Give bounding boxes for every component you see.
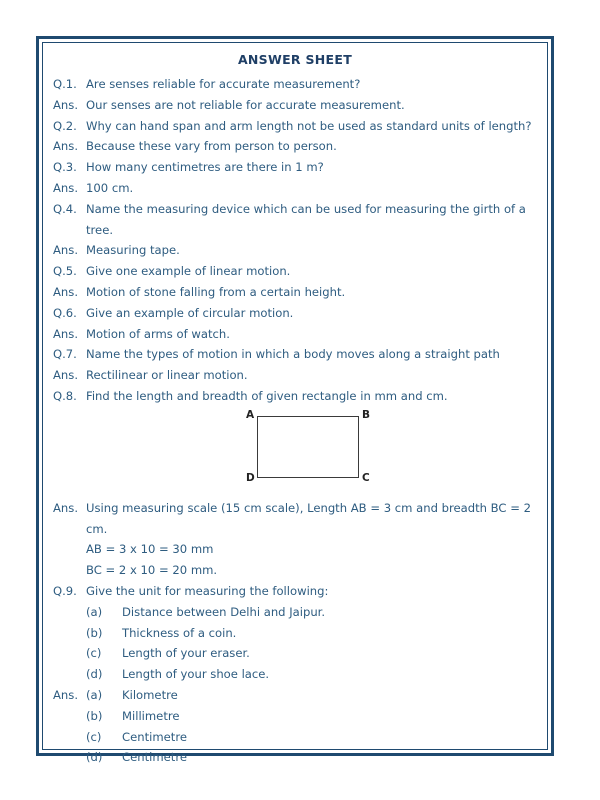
qa-entry-text: BC = 2 x 10 = 20 mm. bbox=[86, 563, 218, 578]
answer-sheet-inner-border bbox=[42, 42, 548, 765]
qa-list-primary bbox=[53, 74, 537, 407]
qa-entry-row bbox=[53, 240, 537, 261]
qa-entry-label: Q.2. bbox=[53, 118, 77, 133]
a9-option-sublabel: (a) bbox=[86, 687, 103, 702]
q9-option-sublabel: (c) bbox=[86, 646, 102, 661]
qa-entry-label: Q.3. bbox=[53, 160, 77, 175]
a9-option-text: Centimetre bbox=[122, 750, 187, 765]
qa-entry-text: Measuring tape. bbox=[86, 243, 180, 258]
q9-option-sublabel: (b) bbox=[86, 625, 103, 640]
qa-entry-text: Because these vary from person to person. bbox=[86, 139, 337, 154]
qa-entry-label: Q.9. bbox=[53, 583, 77, 598]
qa-entry-label: Q.5. bbox=[53, 264, 77, 279]
qa-entry-row bbox=[53, 199, 537, 241]
qa-entry-text: Motion of arms of watch. bbox=[86, 326, 230, 341]
qa-list-after-figure bbox=[53, 498, 537, 602]
qa-entry-row bbox=[53, 324, 537, 345]
q9-option-text: Length of your shoe lace. bbox=[122, 667, 270, 682]
q9-option-text: Length of your eraser. bbox=[122, 646, 250, 661]
q9-option-sublabel: (d) bbox=[86, 667, 103, 682]
qa-entry-label: Q.1. bbox=[53, 77, 77, 91]
qa-entry-text: Give one example of linear motion. bbox=[86, 264, 291, 279]
q9-option-sublabel: (a) bbox=[86, 604, 103, 619]
answer9-options bbox=[53, 685, 537, 768]
a9-option-text: Kilometre bbox=[122, 687, 178, 702]
qa-entry-text: Name the types of motion in which a body moves along a straight path bbox=[86, 347, 500, 362]
a9-option-sublabel: (d) bbox=[86, 750, 103, 765]
qa-entry-label: Ans. bbox=[53, 368, 79, 383]
qa-entry-text: Why can hand span and arm length not be used as standard units of length? bbox=[86, 118, 532, 133]
qa-entry-text: 100 cm. bbox=[86, 180, 134, 195]
q9-option-text: Distance between Delhi and Jaipur. bbox=[122, 604, 326, 619]
qa-entry-row bbox=[53, 560, 537, 581]
qa-entry-label: Ans. bbox=[53, 139, 79, 154]
qa-entry-row bbox=[53, 365, 537, 386]
rectangle-vertex-label-c: C bbox=[362, 471, 370, 484]
qa-entry-row bbox=[53, 116, 537, 137]
qa-entry-row bbox=[53, 303, 537, 324]
qa-entry-text: Motion of stone falling from a certain height. bbox=[86, 284, 346, 299]
a9-option-row bbox=[53, 747, 537, 768]
rectangle-vertex-label-d: D bbox=[246, 471, 255, 484]
qa-entry-row bbox=[53, 344, 537, 365]
qa-entry-row bbox=[53, 282, 537, 303]
answer-sheet-page bbox=[36, 36, 554, 765]
qa-entry-label: Ans. bbox=[53, 243, 79, 258]
a9-option-row bbox=[53, 727, 537, 748]
qa-entry-text: AB = 3 x 10 = 30 mm bbox=[86, 542, 214, 557]
rectangle-figure bbox=[53, 409, 537, 497]
qa-entry-text: Name the measuring device which can be used for measuring the girth of a tree. bbox=[86, 201, 526, 237]
qa-entry-text: Find the length and breadth of given rectangle in mm and cm. bbox=[86, 388, 448, 403]
qa-entry-label: Ans. bbox=[53, 97, 79, 112]
a9-option-label: Ans. bbox=[53, 687, 79, 702]
rectangle-vertex-label-b: B bbox=[362, 408, 371, 421]
qa-entry-label: Ans. bbox=[53, 180, 79, 195]
qa-entry-row bbox=[53, 157, 537, 178]
q9-option-row bbox=[53, 664, 537, 685]
qa-entry-label: Q.7. bbox=[53, 347, 77, 362]
qa-entry-text: Give the unit for measuring the following: bbox=[86, 583, 329, 598]
qa-entry-label: Ans. bbox=[53, 284, 79, 299]
qa-entry-row bbox=[53, 261, 537, 282]
q9-option-row bbox=[53, 623, 537, 644]
a9-option-sublabel: (b) bbox=[86, 708, 103, 723]
qa-entry-text: Our senses are not reliable for accurate measurement. bbox=[86, 97, 405, 112]
qa-entry-label: Ans. bbox=[53, 500, 79, 515]
qa-entry-label: Q.4. bbox=[53, 201, 77, 216]
q9-option-text: Thickness of a coin. bbox=[122, 625, 237, 640]
question9-options bbox=[53, 602, 537, 685]
qa-entry-label: Q.8. bbox=[53, 388, 77, 403]
qa-entry-row bbox=[53, 581, 537, 602]
qa-entry-text: Using measuring scale (15 cm scale), Length AB = 3 cm and breadth BC = 2 cm. bbox=[86, 500, 531, 536]
qa-entry-text: Give an example of circular motion. bbox=[86, 305, 294, 320]
qa-entry-row bbox=[53, 178, 537, 199]
qa-entry-row bbox=[53, 136, 537, 157]
a9-option-row bbox=[53, 685, 537, 706]
rectangle-vertex-label-a: A bbox=[246, 408, 255, 421]
qa-entry-label: Ans. bbox=[53, 326, 79, 341]
qa-entry-row bbox=[53, 95, 537, 116]
a9-option-sublabel: (c) bbox=[86, 729, 102, 744]
qa-entry-text: How many centimetres are there in 1 m? bbox=[86, 160, 324, 175]
qa-entry-row bbox=[53, 386, 537, 407]
a9-option-row bbox=[53, 706, 537, 727]
qa-entry-row bbox=[53, 498, 537, 540]
q9-option-row bbox=[53, 602, 537, 623]
a9-option-text: Millimetre bbox=[122, 708, 180, 723]
qa-entry-label: Q.6. bbox=[53, 305, 77, 320]
qa-entry-text: Are senses reliable for accurate measurement? bbox=[86, 77, 361, 91]
page-title: ANSWER SHEET bbox=[237, 52, 353, 67]
rectangle-shape bbox=[257, 416, 359, 478]
answer-sheet-content bbox=[43, 43, 547, 765]
qa-entry-row bbox=[53, 539, 537, 560]
qa-entry-row bbox=[53, 74, 537, 95]
q9-option-row bbox=[53, 643, 537, 664]
qa-entry-text: Rectilinear or linear motion. bbox=[86, 368, 248, 383]
a9-option-text: Centimetre bbox=[122, 729, 187, 744]
